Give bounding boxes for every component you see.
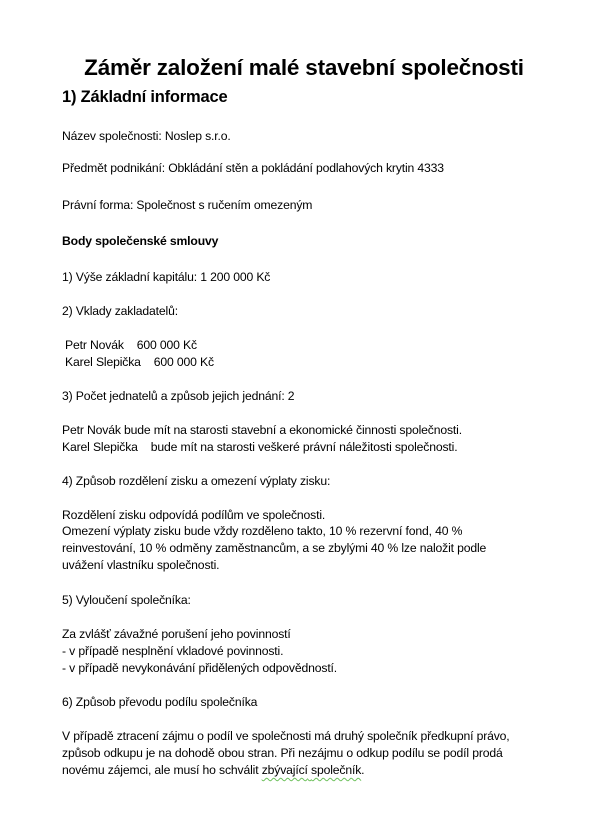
transfer-text-period: . xyxy=(361,763,365,777)
legal-form-line: Právní forma: Společnost s ručením omezeným xyxy=(62,198,313,212)
spellcheck-flagged-word: zbývající xyxy=(261,763,308,777)
exclusion-text-line: - v případě nevykonávání přidělených odpovědností. xyxy=(62,661,338,675)
profit-heading: 4) Způsob rozdělení zisku a omezení výplaty zisku: xyxy=(62,474,331,488)
deposit-line: Karel Slepička 600 000 Kč xyxy=(65,355,214,369)
transfer-text-line: způsob odkupu je na dohodě obou stran. Při nezájmu o odkup podílu se podíl prodá xyxy=(62,746,503,760)
executive-duty-line: Karel Slepička bude mít na starosti veškeré právní náležitosti společnosti. xyxy=(62,440,458,454)
transfer-heading: 6) Způsob převodu podílu společníka xyxy=(62,695,258,709)
profit-text-line: uvážení vlastníku společnosti. xyxy=(62,558,220,572)
executive-duty-line: Petr Novák bude mít na starosti stavební a ekonomické činnosti společnosti. xyxy=(62,423,462,437)
exclusion-text-line: Za zvlášť závažné porušení jeho povinností xyxy=(62,627,291,641)
deposit-line: Petr Novák 600 000 Kč xyxy=(65,338,197,352)
executives-line: 3) Počet jednatelů a způsob jejich jednání: 2 xyxy=(62,389,295,403)
section-heading-basic-info: 1) Základní informace xyxy=(62,88,228,106)
deposits-heading: 2) Vklady zakladatelů: xyxy=(62,304,178,318)
exclusion-heading: 5) Vyloučení společníka: xyxy=(62,593,191,607)
spellcheck-flagged-word: společník xyxy=(311,763,362,777)
profit-text-line: Omezení výplaty zisku bude vždy rozděleno takto, 10 % rezervní fond, 40 % xyxy=(62,524,463,538)
document-title: Záměr založení malé stavební společnosti xyxy=(84,55,524,80)
transfer-text-line xyxy=(62,762,364,778)
profit-text-line: Rozdělení zisku odpovídá podílům ve společnosti. xyxy=(62,508,326,522)
exclusion-text-line: - v případě nesplnění vkladové povinnosti. xyxy=(62,644,284,658)
contract-heading: Body společenské smlouvy xyxy=(62,234,219,248)
company-name-line: Název společnosti: Noslep s.r.o. xyxy=(62,129,231,143)
transfer-text-line: V případě ztracení zájmu o podíl ve společnosti má druhý společník předkupní právo, xyxy=(62,729,510,743)
business-subject-line: Předmět podnikání: Obkládání stěn a pokládání podlahových krytin 4333 xyxy=(62,161,444,175)
profit-text-line: reinvestování, 10 % odměny zaměstnancům, a se zbylými 40 % lze naložit podle xyxy=(62,541,487,555)
capital-line: 1) Výše základní kapitálu: 1 200 000 Kč xyxy=(62,270,271,284)
transfer-text-start: novému zájemci, ale musí ho schválit xyxy=(62,763,262,777)
